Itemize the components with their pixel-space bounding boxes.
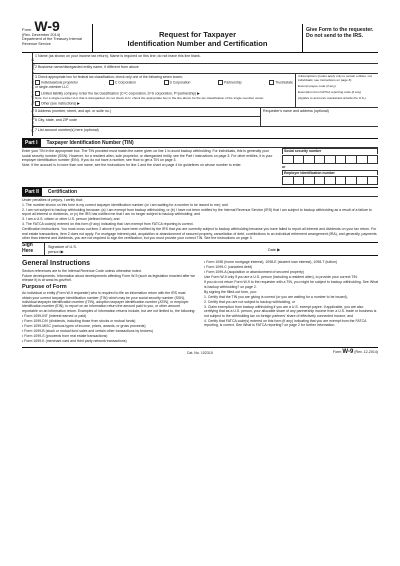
- certification-text: [22, 198, 378, 241]
- cert-item4: 4. The FATCA code(s) entered on this form (if any) indicating that I am exempt from FATCA reporting is correct.: [22, 222, 194, 227]
- footer-form-label: Form: [333, 350, 342, 355]
- checkbox-icon[interactable]: [218, 80, 223, 85]
- or-label: or: [282, 164, 286, 169]
- cert-item2: 2. I am not subject to backup withholding because: (a) I am exempt from backup withholding, or (b) I have not been notified by the Internal Revenue Service (IRS) that I am subject to backup withholding as a result of a failure to report all interest or dividends, or (c) the IRS has notified me that I am no longer subject to backup withholding; and: [22, 207, 372, 217]
- form-department: Department of the Treasury Internal Revenue Service: [22, 37, 82, 46]
- bullet-1099-c: • Form 1099-C (canceled debt): [204, 265, 252, 270]
- by-signing: By signing the filled-out form, you:: [204, 289, 257, 294]
- footer-form-number: W-9: [342, 349, 354, 356]
- option-llc[interactable]: Limited liability company. Enter the tax classification (C=C corporation, S=S corporation, P=partnership) ▶: [35, 91, 293, 96]
- footer-revision: (Rev. 12-2014): [354, 350, 379, 355]
- ssn-input[interactable]: [282, 155, 378, 164]
- bullet-1099-misc: • Form 1099-MISC (various types of income, prizes, awards, or gross proceeds): [22, 323, 146, 328]
- tax-classification: [33, 74, 296, 107]
- part2-label: Part II: [22, 188, 42, 196]
- tin-instructions: Enter your TIN in the appropriate box. The TIN provided must match the name given on line 1 to avoid backup withholding. For individuals, this is generally your social security number (SSN). However, for a resident alien, sole proprietor, or disregarded entity, see the Part I instructions on page 3. For other entities, it is your employer identification number (EIN). If you do not have a number, see How to get a TIN on page 3.: [22, 149, 273, 162]
- cert-item1: 1. The number shown on this form is my correct taxpayer identification number (or I am waiting for a number to be issued to me); and: [22, 202, 228, 207]
- certify-4: 4. Certify that FATCA code(s) entered on this form (if any) indicating that you are exempt from the FATCA reporting, is correct. See What is FATCA reporting? on page 2 for further information.: [204, 318, 367, 328]
- identity-section: [22, 53, 378, 136]
- account-numbers-label: 7 List account number(s) here (optional): [35, 128, 99, 133]
- form-revision: (Rev. December 2014): [22, 32, 61, 37]
- form-number: W-9: [34, 18, 60, 34]
- checkbox-icon[interactable]: [35, 101, 40, 106]
- business-name-label: 2 Business name/disregarded entity name, if different from above: [35, 65, 139, 69]
- gi-p2: Future developments. Information about developments affecting Form W-9 (such as legislation enacted after we release it) is at www.irs.gov/fw9.: [22, 273, 196, 283]
- gi-p1: Section references are to the Internal Revenue Code unless otherwise noted.: [22, 268, 142, 273]
- catalog-number: Cat. No. 10231X: [186, 351, 214, 356]
- bullet-1099-int: • Form 1099-INT (interest earned or paid): [22, 313, 87, 318]
- option-partnership[interactable]: Partnership: [218, 80, 241, 89]
- form-title-line2: Identification Number and Certification: [127, 39, 268, 48]
- llc-note: Note. For a single-member LLC that is disregarded, do not check LLC; check the appropriate box in the line above for the tax classification of the single-member owner.: [35, 95, 265, 100]
- bullet-1099-k: • Form 1099-K (merchant card and third party network transactions): [22, 339, 127, 344]
- date-label: Date ▶: [268, 247, 280, 252]
- bullet-1098: • Form 1098 (home mortgage interest), 1098-E (student loan interest), 1098-T (tuition): [204, 260, 338, 265]
- account-numbers-field[interactable]: [33, 127, 378, 136]
- signature-label: Signature of U.S. person ▶: [48, 244, 77, 254]
- business-name-field[interactable]: [33, 64, 378, 74]
- requester-field[interactable]: [260, 108, 378, 126]
- option-c-corp[interactable]: C Corporation: [109, 80, 136, 89]
- ein-label: Employer identification number: [282, 170, 378, 175]
- option-other[interactable]: Other (see instructions) ▶: [35, 101, 293, 106]
- general-instructions: [22, 259, 378, 344]
- backup-warning: If you do not return Form W-9 to the requester with a TIN, you might be subject to backup withholding. See What is backup withholding? on page 2.: [204, 280, 378, 289]
- part1-header: [22, 138, 378, 148]
- city-state-zip-field[interactable]: [33, 117, 260, 126]
- part2-header: [22, 187, 378, 197]
- fatca-code[interactable]: Exemption from FATCA reporting code (if any): [298, 90, 362, 95]
- tax-classification-label: 3 Check appropriate box for federal tax classification; check only one of the following seven boxes:: [35, 75, 183, 79]
- part1-title: Taxpayer Identification Number (TIN): [46, 140, 134, 147]
- exempt-payee-code[interactable]: Exempt payee code (if any): [298, 83, 336, 88]
- address-field[interactable]: [33, 108, 260, 117]
- footer-form-id: [259, 349, 378, 355]
- side-label: Print or type See Specific Instructions on page 2.: [22, 53, 33, 136]
- cert-instructions: Certification instructions. You must cross out item 2 above if you have been notified by the IRS that you are currently subject to backup withholding because you have failed to report all interest and dividends on your tax return. For real estate transactions, item 2 does not apply. For mortgage interest paid, acquisition or abandonment of secured property, cancellation of debt, contributions to an individual retirement arrangement (IRA), and generally, payments other than interest and dividends, you are not required to sign the certification, but you must provide your correct TIN. See the instructions on page 3.: [22, 227, 377, 240]
- form-title: [93, 24, 302, 52]
- part2-title: Certification: [47, 188, 78, 195]
- use-w9-text: Use Form W-9 only if you are a U.S. person (including a resident alien), to provide your correct TIN.: [204, 275, 358, 280]
- form-title-line1: Request for Taxpayer: [158, 30, 237, 39]
- sign-here-label: Sign Here: [22, 243, 45, 255]
- address-label: 5 Address (number, street, and apt. or suite no.): [35, 109, 112, 114]
- ein-input[interactable]: [282, 176, 378, 185]
- checkbox-icon[interactable]: [35, 91, 40, 96]
- signature-input[interactable]: [88, 245, 268, 253]
- fatca-note: (Applies to accounts maintained outside the U.S.): [298, 96, 366, 101]
- name-field-label: 1 Name (as shown on your income tax return). Name is required on this line; do not leave this line blank.: [35, 54, 201, 58]
- option-trust[interactable]: Trust/estate: [269, 80, 293, 89]
- bullet-1099-a: • Form 1099-A (acquisition or abandonment of secured property): [204, 270, 304, 275]
- exemptions-label: 4 Exemptions (codes apply only to certain entities, not individuals; see instructions on page 3):: [298, 74, 372, 82]
- tin-section: [22, 148, 378, 184]
- bullet-1099-div: • Form 1099-DIV (dividends, including those from stocks or mutual funds): [22, 318, 136, 323]
- signature-row: [22, 242, 378, 256]
- requester-label: Requester's name and address (optional): [263, 109, 329, 114]
- cert-item3: 3. I am a U.S. citizen or other U.S. person (defined below); and: [22, 217, 120, 222]
- purpose-text: An individual or entity (Form W-9 requester) who is required to file an information return with the IRS must obtain your correct taxpayer identification number (TIN) which may be your social security number (SSN), individual taxpayer identification number (ITIN), adoption taxpayer identification number (ATIN), or employer identification number (EIN), to report on an information return the amount paid to you, or other amount reportable on an information return. Examples of information returns include, but are not limited to, the following:: [22, 291, 196, 313]
- form-header: [22, 18, 378, 53]
- exemptions-box: [296, 74, 378, 107]
- part1-label: Part I: [22, 139, 41, 147]
- option-individual[interactable]: Individual/sole proprietor or single-member LLC: [35, 80, 78, 90]
- checkbox-icon[interactable]: [164, 80, 169, 85]
- checkbox-icon[interactable]: [109, 80, 114, 85]
- cert-intro: Under penalties of perjury, I certify that:: [22, 197, 83, 202]
- bullet-1099-s: • Form 1099-S (proceeds from real estate transactions): [22, 334, 108, 339]
- certify-2: 2. Certify that you are not subject to backup withholding, or: [204, 299, 296, 304]
- general-instructions-title: General Instructions: [22, 260, 91, 268]
- date-input[interactable]: [338, 245, 378, 253]
- bullet-1099-b: • Form 1099-B (stock or mutual fund sales and certain other transactions by brokers): [22, 328, 153, 333]
- form-footer: [22, 347, 378, 355]
- certify-3: 3. Claim exemption from backup withholding if you are a U.S. exempt payee. If applicable, you are also certifying that as a U.S. person, your allocable share of any partnership income from a U.S. trade or business is not subject to the withholding tax on foreign partners' share of effectively connected income, and: [204, 305, 377, 318]
- name-field[interactable]: [33, 53, 378, 64]
- tin-note: Note. If the account is in more than one name, see the instructions for line 1 and the chart on page 4 for guidelines on whose number to enter.: [22, 162, 242, 167]
- city-label: 6 City, state, and ZIP code: [35, 118, 78, 123]
- option-s-corp[interactable]: S Corporation: [164, 80, 191, 89]
- checkbox-icon[interactable]: [269, 80, 274, 85]
- give-form-note: Give Form to the requester. Do not send to the IRS.: [302, 24, 378, 52]
- form-label: Form: [22, 27, 32, 32]
- purpose-title: Purpose of Form: [22, 284, 67, 291]
- ssn-label: Social security number: [282, 148, 378, 153]
- certify-1: 1. Certify that the TIN you are giving is correct (or you are waiting for a number to be issued),: [204, 294, 348, 299]
- form-id-block: [22, 18, 93, 52]
